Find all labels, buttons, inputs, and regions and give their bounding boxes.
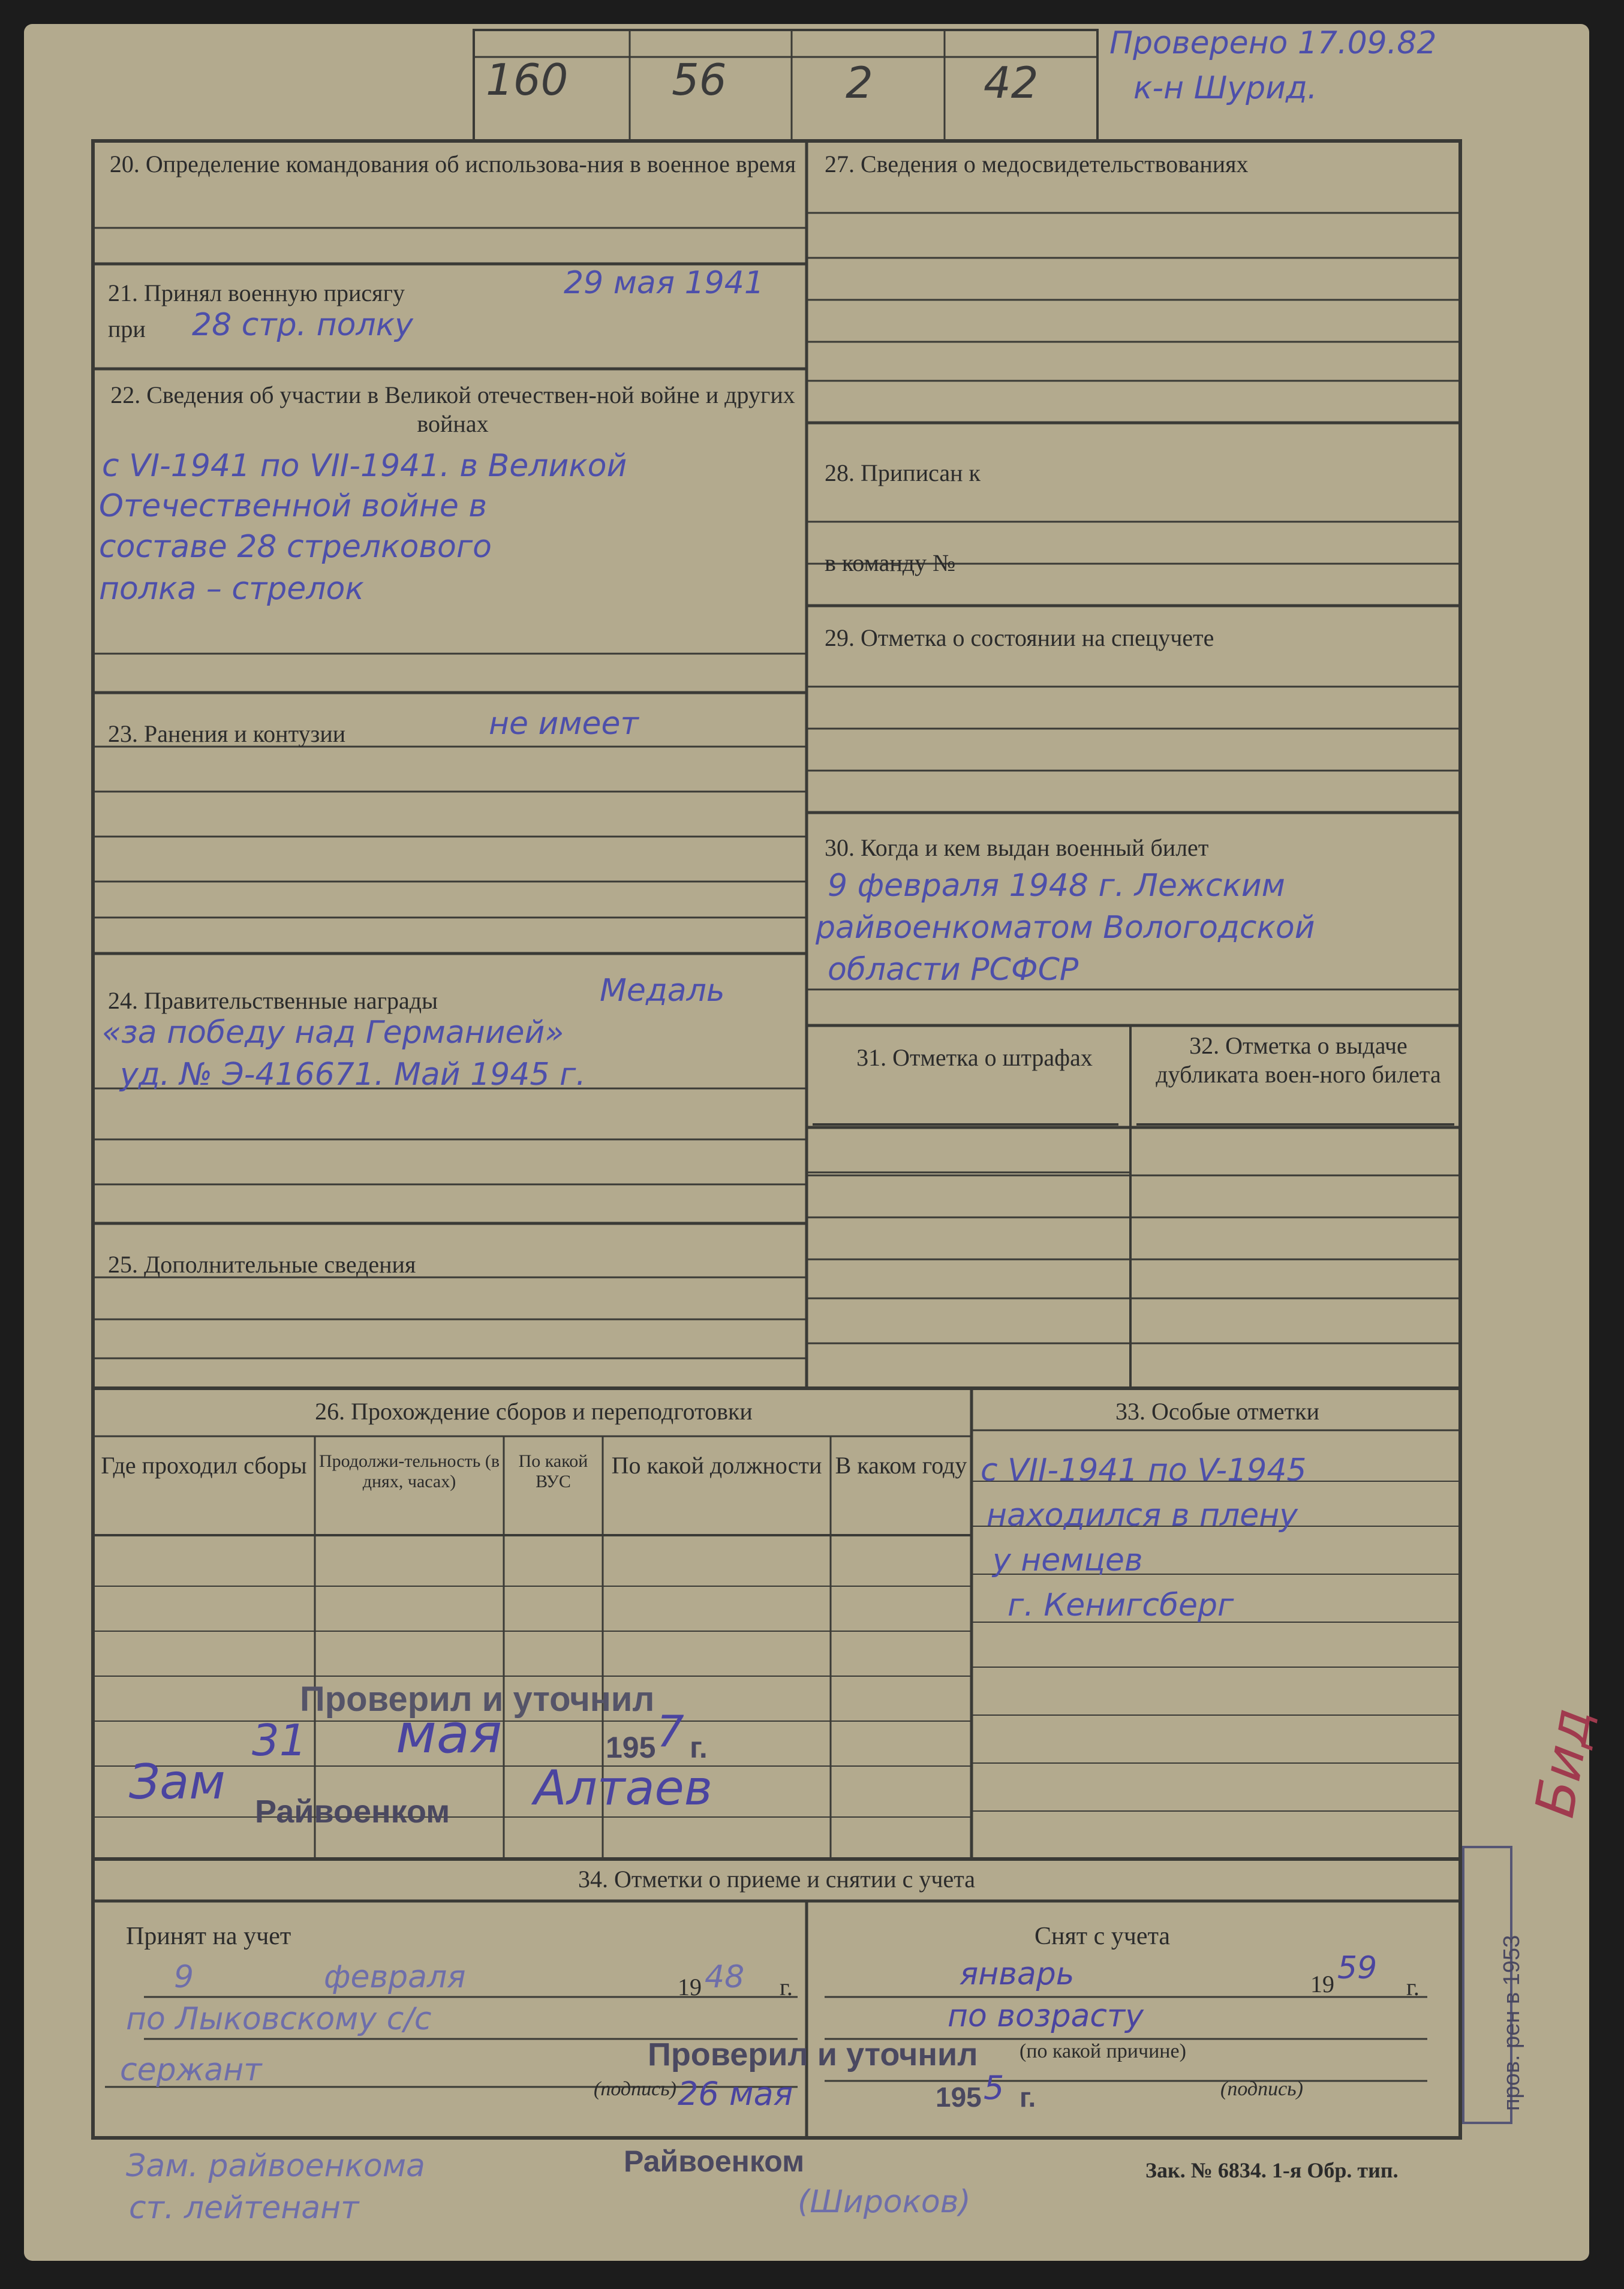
special-line-2: находился в плену <box>987 1497 1298 1533</box>
section-28-label2: в команду № <box>825 549 956 576</box>
accepted-year-g: г. <box>780 1974 793 2001</box>
accepted-line-1: по Лыковскому с/с <box>126 2001 432 2037</box>
section-20-label: 20. Определение командования об использова-ния в военное время <box>109 151 796 178</box>
special-line-1: с VII-1941 по V-1945 <box>981 1452 1307 1488</box>
top-number-1: 160 <box>486 55 569 105</box>
reason-caption: (по какой причине) <box>1019 2040 1186 2062</box>
accepted-line-2: сержант <box>120 2052 262 2088</box>
removed-reason: по возрасту <box>948 1998 1144 2034</box>
top-number-4: 42 <box>984 58 1039 108</box>
section-22-label: 22. Сведения об участии в Великой отечествен-ной войне и других войнах <box>110 381 795 437</box>
section-34-label: 34. Отметки о приеме и снятии с учета <box>578 1866 975 1893</box>
top-note-line2: к-н Шурид. <box>1133 70 1318 106</box>
top-note-line1: Проверено 17.09.82 <box>1109 25 1437 61</box>
section-28-label: 28. Приписан к <box>825 459 981 486</box>
removed-month: январь <box>960 1956 1075 1992</box>
stamp2-line1: Проверил и уточнил <box>648 2037 978 2073</box>
special-line-4: г. Кенигсберг <box>1008 1587 1234 1623</box>
stamp2-office: Райвоенком <box>624 2144 805 2178</box>
removed-year-prefix: 19 <box>1310 1971 1334 1998</box>
section-21-label: 21. Принял военную присягу <box>108 279 405 306</box>
war-line-4: полка – стрелок <box>99 571 364 607</box>
accepted-month: февраля <box>324 1959 466 1995</box>
section-29-label: 29. Отметка о состоянии на спецучете <box>825 624 1214 651</box>
stamp2-year-g: г. <box>1019 2082 1036 2113</box>
section-25-label: 25. Дополнительные сведения <box>108 1251 416 1278</box>
section-30-label: 30. Когда и кем выдан военный билет <box>825 834 1209 861</box>
section-23-label: 23. Ранения и контузии <box>108 720 346 747</box>
oath-unit: 28 стр. полку <box>192 307 413 343</box>
top-number-2: 56 <box>672 55 727 105</box>
stamp2-year-prefix: 195 <box>936 2082 982 2113</box>
red-signature: Бид <box>1523 1703 1605 1822</box>
id-issued-line-1: 9 февраля 1948 г. Лежским <box>828 868 1285 904</box>
accepted-day: 9 <box>174 1959 194 1995</box>
award-line-3: уд. № Э-416671. Май 1945 г. <box>120 1057 586 1093</box>
col-where: Где проходил сборы <box>101 1452 307 1479</box>
award-line-1: Медаль <box>600 973 725 1009</box>
printer-imprint: Зак. № 6834. 1-я Обр. тип. <box>1145 2158 1399 2182</box>
stamp-sign-left: Зам <box>129 1754 225 1810</box>
bottom-note-name: (Широков) <box>798 2184 971 2220</box>
special-line-3: у немцев <box>993 1542 1143 1578</box>
top-number-3: 2 <box>846 58 873 108</box>
war-line-3: составе 28 стрелкового <box>99 529 492 565</box>
stamp-office: Райвоенком <box>255 1794 450 1830</box>
bottom-note-line2: ст. лейтенант <box>129 2190 359 2226</box>
section-32-label: 32. Отметка о выдаче дубликата воен-ного билета <box>1156 1032 1441 1088</box>
section-21-label2: при <box>108 315 146 342</box>
stamp2-year: 5 <box>984 2069 1005 2107</box>
award-line-2: «за победу над Германией» <box>102 1015 564 1051</box>
oath-date: 29 мая 1941 <box>564 265 764 301</box>
section-31-label: 31. Отметка о штрафах <box>856 1044 1093 1071</box>
id-issued-line-2: райвоенкоматом Вологодской <box>816 910 1315 946</box>
stamp-month: мая <box>396 1703 503 1765</box>
col-position: По какой должности <box>611 1452 822 1479</box>
section-27-label: 27. Сведения о медосвидетельствованиях <box>825 151 1249 178</box>
accepted-year-prefix: 19 <box>678 1974 702 2001</box>
col-year: В каком году <box>835 1452 967 1479</box>
accepted-label: Принят на учет <box>126 1923 291 1950</box>
removed-year: 59 <box>1337 1950 1378 1986</box>
stamp-year-g: г. <box>690 1731 708 1764</box>
side-stamp: пров. рен в 1953 <box>1499 1935 1524 2111</box>
section-26-label: 26. Прохождение сборов и переподготовки <box>315 1398 753 1425</box>
stamp-signature: Алтаев <box>534 1760 712 1816</box>
sign-caption-right: (подпись) <box>1220 2078 1303 2100</box>
col-vus: По какой ВУС <box>518 1451 588 1491</box>
wounds-value: не имеет <box>489 706 639 742</box>
stamp-checked-line1: Проверил и уточнил <box>300 1680 655 1719</box>
stamp-year-suffix: 7 <box>657 1706 684 1756</box>
stamp-year-prefix: 195 <box>606 1731 656 1764</box>
accepted-year: 48 <box>705 1959 745 1995</box>
col-duration: Продолжи-тельность (в днях, часах) <box>318 1451 500 1491</box>
section-24-label: 24. Правительственные награды <box>108 987 438 1014</box>
bottom-note-line1: Зам. райвоенкома <box>126 2148 425 2184</box>
id-issued-line-3: области РСФСР <box>828 952 1079 988</box>
stamp2-date: 26 мая <box>678 2075 793 2113</box>
section-33-label: 33. Особые отметки <box>1115 1398 1319 1425</box>
sign-caption-left: (подпись) <box>594 2078 676 2100</box>
war-line-1: с VI-1941 по VII-1941. в Великой <box>102 448 627 484</box>
stamp-day: 31 <box>252 1715 307 1765</box>
war-line-2: Отечественной войне в <box>99 488 488 524</box>
removed-label: Снят с учета <box>1034 1923 1171 1950</box>
removed-year-g: г. <box>1406 1974 1420 2001</box>
